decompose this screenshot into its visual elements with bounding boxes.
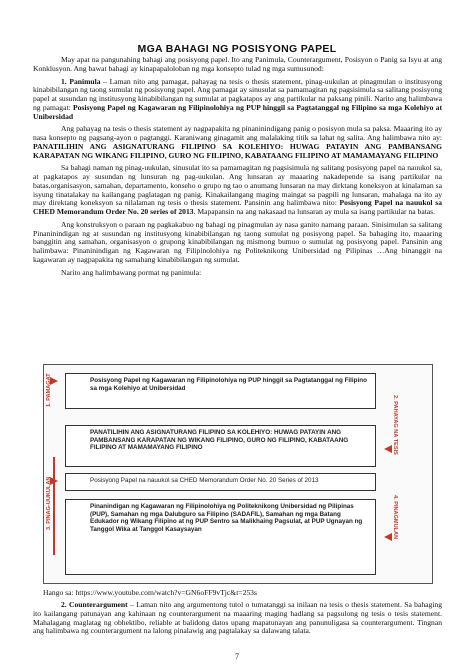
counterargument-paragraph bbox=[33, 601, 442, 636]
label-pinag-uukulan: 3. PINAG-UUKULAN bbox=[46, 476, 52, 530]
figure-box-pamagat: Posisyong Papel ng Kagawaran ng Filipinolohiya ng PUP hinggil sa Pagtatanggal ng Filipino sa mga Kolehiyo at Unibersidad bbox=[65, 373, 376, 409]
figure-box-tesis: PANATILIHIN ANG ASIGNATURANG FILIPINO SA KOLEHIYO: HUWAG PATAYIN ANG PAMBANSANG KARAPATAN NG WIKANG FILIPINO, GURO NG FILIPINO, KABATAANG FILIPINO AT MAMAMAYANG FILIPINO bbox=[65, 425, 376, 467]
format-intro: Narito ang halimbawang pormat ng panimula: bbox=[61, 267, 202, 277]
panimula-paragraph bbox=[33, 78, 442, 122]
format-figure bbox=[43, 364, 433, 584]
section-1-heading: 1. Panimula bbox=[61, 76, 101, 86]
tesis-paragraph bbox=[33, 125, 442, 160]
body-text bbox=[33, 56, 442, 281]
label-tesis: 2. PAHAYAG NA TESIS bbox=[392, 395, 398, 455]
counterargument-text: – Laman nito ang argumentong tutol o tumatanggi sa inilaan na tesis o thesis statement. Sa bahaging ito kailangang patunayan ang kahinaan ng counterargument na maaaring maging hadlang sa pagsulong ng tesis o tesis statement. Mahalagang maglatag ng obhektibo, reliable at balidong datos upang mapatunayan ang panunuligasa sa counterargument. Tingnan ang halimbawa ng counterargument na lalong pinalawig ang pagtalakay sa dalawang talata. bbox=[33, 600, 442, 636]
panimula-text: – Laman nito ang pamagat, pahayag na tesis o thesis statement, pinag-uukulan at pinagmulan o institusyong kinabibilangan ng taong sumulat ng posisyong papel. Ang pamagat ay sinusulat sa pamamagitan ng pagsisimula sa salitang posisyong papel at susundan ng institusyong kinabibilangan ng sumulat at pagkatapos ay ang partikular na paksang pinili. Narito ang halimbawa ng pamagat: bbox=[33, 76, 442, 112]
arrow-pinagmulan-icon bbox=[384, 533, 392, 541]
tesis-text: Ang pahayag na tesis o thesis statement ay nagpapakita ng pinaninindigang panig o posisyon mula sa paksa. Maaaring ito ay nasa konsepto ng pagsang-ayon o pagtanggi. Karaniwang ginagamit ang malalaking titik sa lahat ng salita. Ang halimbawa nito ay: bbox=[33, 124, 442, 142]
pinag-uukulan-end: . Mapapansin na ang nakasaad na lunsaran ay mula sa isang partikular na batas. bbox=[193, 207, 436, 216]
pamagat-example: Posisyong Papel ng Kagawaran ng Filipinolohiya ng PUP hinggil sa Pagtatanggal ng Filipino sa mga Kolehiyo at Unibersidad bbox=[33, 102, 442, 121]
arrow-pamagat-icon bbox=[50, 377, 58, 385]
page-title: MGA BAHAGI NG POSISYONG PAPEL bbox=[137, 43, 337, 55]
figure-box-pinagmulan: Pinanindigan ng Kagawaran ng Filipinolohiya ng Politeknikong Unibersidad ng Pilipinas (PUP), Samahan ng mga Dalubguro sa Filipino (SADAFIL), Samahan ng mga Batang Edukador ng Wikang Filipino at ng PUP Sentro sa Malikhaing Pagsulat, at PUP Ugnayan ng Tanggol Wika at Tanggol Kasaysayan bbox=[65, 499, 376, 575]
pinag-uukulan-example: Posisyong Papel na nauukol sa CHED Memorandum Order No. 20 series of 2013 bbox=[33, 198, 442, 216]
page-number: 7 bbox=[235, 652, 239, 661]
bracket-pinag-uukulan bbox=[53, 457, 55, 555]
figure-box-pinag-uukulan: Posisyong Papel na nauukol sa CHED Memorandum Order No. 20 Series of 2013 bbox=[65, 473, 376, 491]
figure-boxes bbox=[65, 373, 376, 575]
intro-paragraph: May apat na pangunahing bahagi ang posisyong papel. Ito ang Panimula, Counterargument, Posisyon o Panig sa Isyu at ang Konklusyon. Ang bawat bahagi ay kinapapaloloban ng mga konsepto tulad ng mga sumusunod: bbox=[33, 55, 442, 73]
tesis-example: PANATILIHIN ANG ASIGNATURANG FILIPINO SA KOLEHIYO: HUWAG PATAYIN ANG PAMBANSANG KARAPATAN NG WIKANG FILIPINO, GURO NG FILIPINO, KABATAANG FILIPINO AT MAMAMAYANG FILIPINO bbox=[33, 141, 442, 160]
label-pamagat: 1. PAMAGAT bbox=[46, 373, 52, 407]
source-citation: Hango sa: https://www.youtube.com/watch?v=GN6oFF9vTjc&t=253s bbox=[43, 588, 257, 597]
section-2-heading: 2. Counterargument bbox=[61, 600, 128, 609]
pinag-uukulan-text: Sa bahagi naman ng pinag-uukulan, sinusulat ito sa pamamagitan ng pagsisimula ng salitang posisyong papel na nauukol sa, at pagkatapos ay susundan ng lunsuran ng pag-uukulan. Ang lunsaran ay maaaring nakadepende sa isang partikular na batas,organisasyon, samahan, departamento, konseho o grupo ng tao o anumang lunsaran na may dirktang koneksyon at kinalaman sa isyung tinatalakay na kailangang paglatagan ng panig. Kinakailangang maging maingat sa pagpili ng lunsaran, mahalaga na ito ay may direktang koneksyon sa nilalaman ng tesis o thesis statement. Pansinin ang halimbawa nito: bbox=[33, 163, 442, 208]
section-2 bbox=[33, 601, 442, 636]
pinag-uukulan-paragraph bbox=[33, 164, 442, 217]
label-pinagmulan: 4. PINAGMULAN bbox=[392, 495, 398, 540]
arrow-tesis-icon bbox=[384, 445, 392, 453]
pinagmulan-paragraph: Ang konstruksyon o paraan ng pagkakabuo ng bahagi ng pinagmulan ay nasa ganito namang paraan. Sinisimulan sa salitang Pinaninindigan ng at susundan ng institusyong kinabibilangan ng taong sumulat ng posisyong papel. Sa bahaging ito, maaaring banggitin ang samahan, organisasyon o grupong kinabibilangan ng mismong bumuo o sumulat ng posisyong papel. Pansinin ang halimbawa: Pinaninindigan ng Kagawaran ng Filipinolohiya ng Politeknikong Unibersidad ng Pilipinas …Ang binanggit na kagawaran ay nagpapakita ng samahang kinabibilangan ng sumulat. bbox=[33, 219, 442, 264]
arrow-pinag-uukulan-icon bbox=[50, 477, 58, 485]
